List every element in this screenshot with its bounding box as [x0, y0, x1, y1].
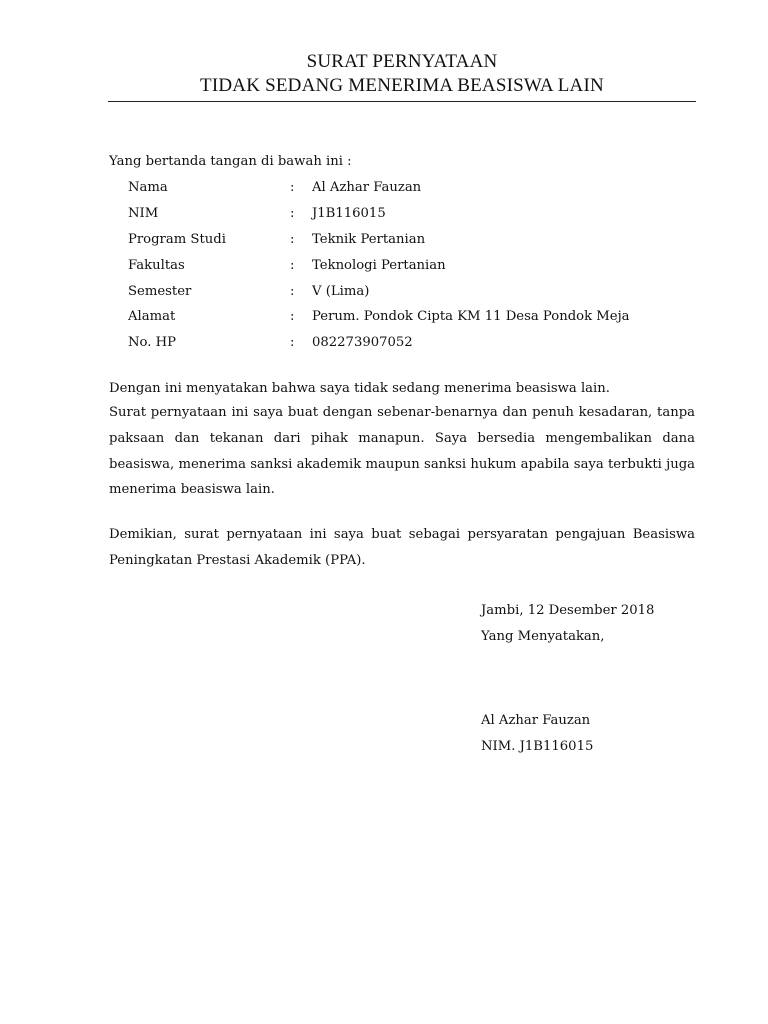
field-value: V (Lima): [312, 284, 370, 299]
field-colon: :: [290, 309, 295, 324]
signature-role: Yang Menyatakan,: [481, 629, 605, 644]
field-label: Nama: [128, 180, 168, 195]
field-label: No. HP: [128, 335, 177, 350]
field-colon: :: [290, 284, 295, 299]
field-label: Alamat: [128, 309, 176, 324]
field-colon: :: [290, 180, 295, 195]
field-colon: :: [290, 206, 295, 221]
field-value: Teknologi Pertanian: [312, 258, 446, 273]
field-value: Perum. Pondok Cipta KM 11 Desa Pondok Meja: [312, 309, 630, 324]
field-value: Teknik Pertanian: [312, 232, 426, 247]
intro-text: Yang bertanda tangan di bawah ini :: [109, 154, 352, 169]
document-subtitle: TIDAK SEDANG MENERIMA BEASISWA LAIN: [200, 75, 604, 96]
field-label: Fakultas: [128, 258, 185, 273]
field-row-no-hp: [0, 333, 700, 353]
signature-nim: NIM. J1B116015: [481, 739, 594, 754]
field-label: NIM: [128, 206, 159, 221]
title-divider: [108, 101, 696, 102]
field-label: Program Studi: [128, 232, 226, 247]
field-row-fakultas: [0, 256, 700, 276]
field-row-alamat: [0, 307, 700, 327]
body-paragraph: Surat pernyataan ini saya buat dengan sebenar-benarnya dan penuh kesadaran, tanpa paksaan dan tekanan dari pihak manapun. Saya bersedia mengembalikan dana beasiswa, menerima sanksi akademik maupun sanksi hukum apabila saya terbukti juga menerima beasiswa lain.: [109, 405, 695, 498]
document-title: SURAT PERNYATAAN: [306, 51, 498, 72]
signature-name: Al Azhar Fauzan: [481, 713, 591, 728]
field-colon: :: [290, 232, 295, 247]
statement-paragraph: Dengan ini menyatakan bahwa saya tidak sedang menerima beasiswa lain.: [109, 381, 610, 396]
field-value: 082273907052: [312, 335, 413, 350]
field-row-nim: [0, 204, 700, 224]
field-value: Al Azhar Fauzan: [312, 180, 422, 195]
field-row-program-studi: [0, 230, 700, 250]
field-colon: :: [290, 258, 295, 273]
closing-paragraph: Demikian, surat pernyataan ini saya buat sebagai persyaratan pengajuan Beasiswa Peningkatan Prestasi Akademik (PPA).: [109, 527, 695, 568]
field-value: J1B116015: [312, 206, 386, 221]
field-label: Semester: [128, 284, 192, 299]
field-colon: :: [290, 335, 295, 350]
field-row-nama: [0, 178, 700, 198]
signature-place-date: Jambi, 12 Desember 2018: [481, 603, 655, 618]
field-row-semester: [0, 282, 700, 302]
